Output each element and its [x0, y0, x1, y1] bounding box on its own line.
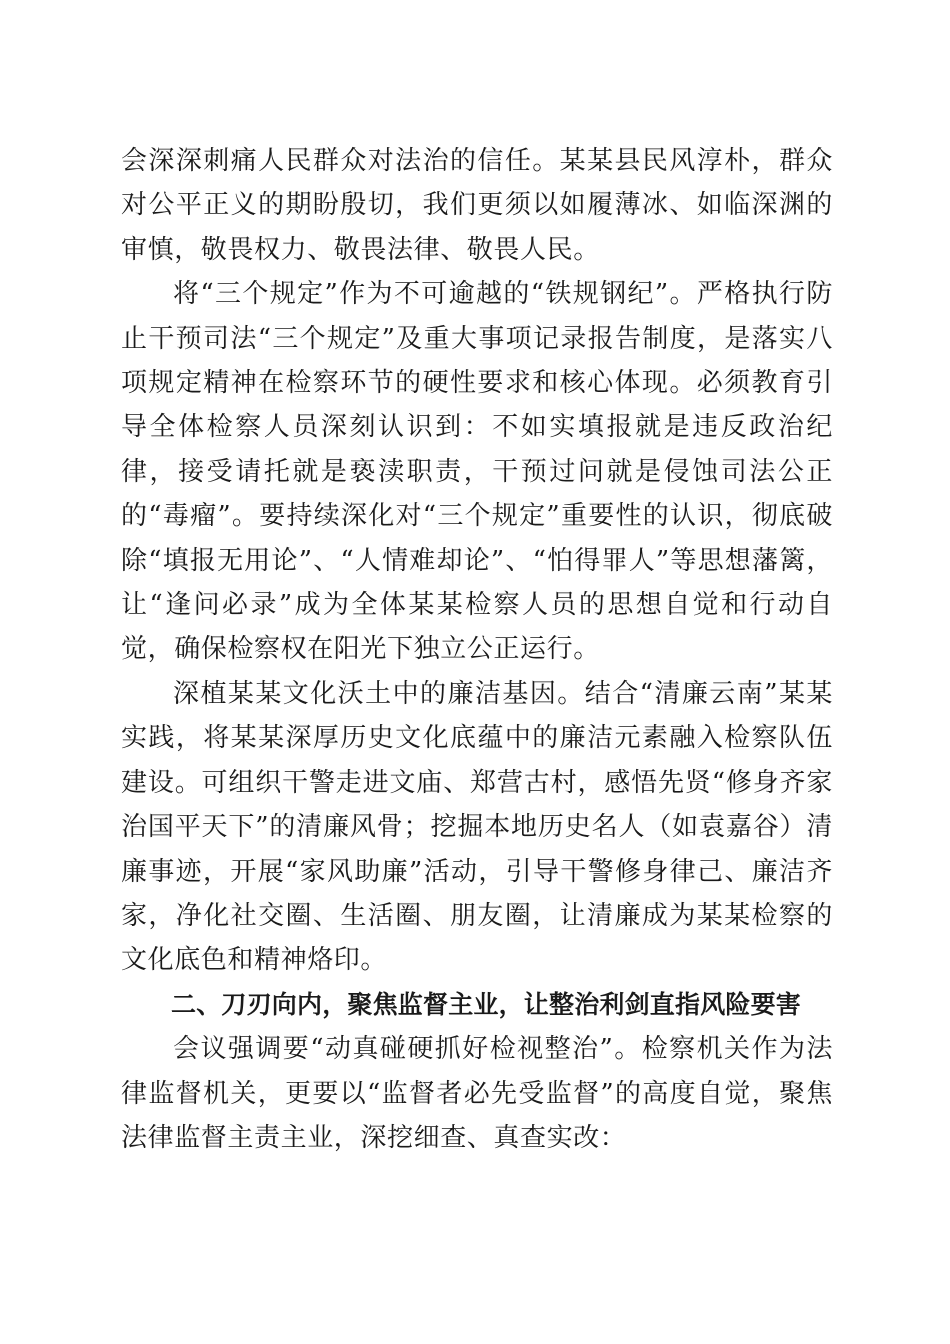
paragraph-three-regulations: 将“三个规定”作为不可逾越的“铁规钢纪”。严格执行防止干预司法“三个规定”及重大事项记录报告制度，是落实八项规定精神在检察环节的硬性要求和核心体现。必须教育引导全体检察人员深刻认识到：不如实填报就是违反政治纪律，接受请托就是亵渎职责，干预过问就是侵蚀司法公正的“毒瘤”。要持续深化对“三个规定”重要性的认识，彻底破除“填报无用论”、“人情难却论”、“怕得罪人”等思想藩篱，让“逢问必录”成为全体某某检察人员的思想自觉和行动自觉，确保检察权在阳光下独立公正运行。 — [121, 279, 833, 665]
paragraph-continued: 会深深刺痛人民群众对法治的信任。某某县民风淳朴，群众对公平正义的期盼殷切，我们更须以如履薄冰、如临深渊的审慎，敬畏权力、敬畏法律、敬畏人民。 — [121, 146, 833, 265]
paragraph-supervision: 会议强调要“动真碰硬抓好检视整治”。检察机关作为法律监督机关，更要以“监督者必先受监督”的高度自觉，聚焦法律监督主责主业，深挖细查、真查实改： — [121, 1034, 833, 1153]
document-body — [121, 139, 833, 1160]
paragraph-integrity-culture: 深植某某文化沃土中的廉洁基因。结合“清廉云南”某某实践，将某某深厚历史文化底蕴中的廉洁元素融入检察队伍建设。可组织干警走进文庙、郑营古村，感悟先贤“修身齐家治国平天下”的清廉风骨；挖掘本地历史名人（如袁嘉谷）清廉事迹，开展“家风助廉”活动，引导干警修身律己、廉洁齐家，净化社交圈、生活圈、朋友圈，让清廉成为某某检察的文化底色和精神烙印。 — [121, 678, 833, 976]
section-heading: 二、刀刃向内，聚焦监督主业，让整治利剑直指风险要害 — [171, 989, 802, 1019]
